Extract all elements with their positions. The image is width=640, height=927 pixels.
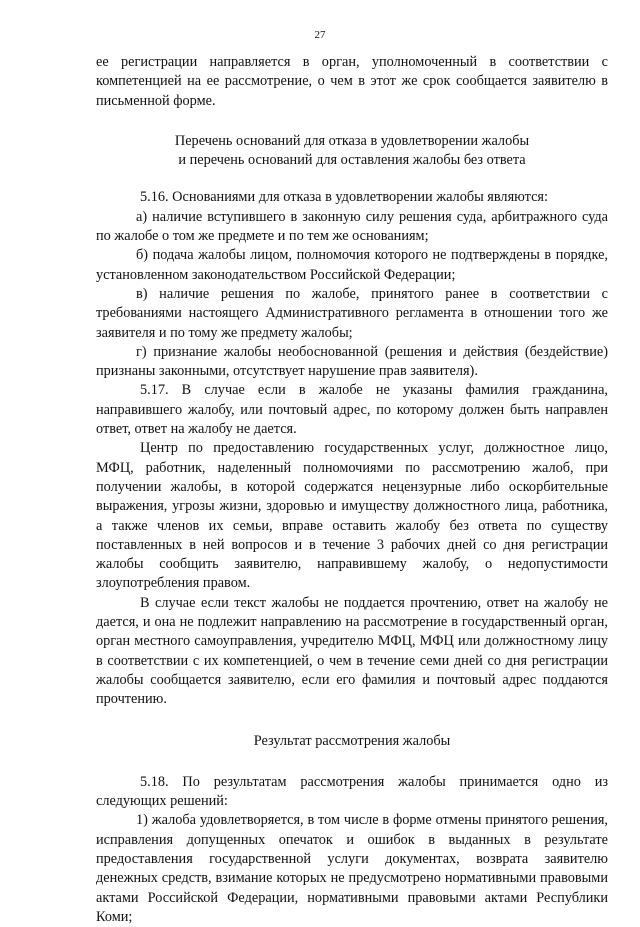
list-item-v: в) наличие решения по жалобе, принятого ранее в соответствии с требованиями настоящего Административного регламента в отношении того же заявителя и по тому же предмету жалобы; xyxy=(96,285,608,341)
section-heading-result: Результат рассмотрения жалобы xyxy=(253,732,451,749)
list-item-g: г) признание жалобы необоснованной (решения и действия (бездействие) признаны законными, отсутствует нарушение прав заявителя). xyxy=(96,343,608,380)
paragraph-unreadable-complaints: В случае если текст жалобы не поддается прочтению, ответ на жалобу не дается, и она не подлежит направлению на рассмотрение в государственный орган, орган местного самоуправления, учредителю МФЦ, МФЦ или должностному лицу в соответствии с их компетенцией, о чем в течение семи дней со дня регистрации жалобы сообщается заявителю, если его фамилия и почтовый адрес поддаются прочтению. xyxy=(96,594,608,708)
document-body xyxy=(96,53,608,927)
section-heading-refusal-line-2: и перечень оснований для оставления жалобы без ответа xyxy=(178,152,526,169)
paragraph-5-16: 5.16. Основаниями для отказа в удовлетворении жалобы являются: xyxy=(140,189,548,206)
section-heading-refusal-line-1: Перечень оснований для отказа в удовлетворении жалобы xyxy=(174,132,530,149)
paragraph-continuation: ее регистрации направляется в орган, уполномоченный в соответствии с компетенцией на ее рассмотрение, о чем в этот же срок сообщается заявителю в письменной форме. xyxy=(96,54,608,109)
paragraph-obscene-complaints: Центр по предоставлению государственных услуг, должностное лицо, МФЦ, работник, наделенный полномочиями по рассмотрению жалоб, при получении жалобы, в которой содержатся нецензурные либо оскорбительные выражения, угрозы жизни, здоровью и имуществу должностного лица, работника, а также членов их семьи, вправе оставить жалобу без ответа по существу поставленных в ней вопросов и в течение 3 рабочих дней со дня регистрации жалобы сообщить заявителю, направившему жалобу, о недопустимости злоупотребления правом. xyxy=(96,440,608,592)
page-number: 27 xyxy=(314,29,326,41)
paragraph-5-17: 5.17. В случае если в жалобе не указаны фамилия гражданина, направившего жалобу, или почтовый адрес, по которому должен быть направлен ответ, ответ на жалобу не дается. xyxy=(96,382,608,438)
list-item-1: 1) жалоба удовлетворяется, в том числе в форме отмены принятого решения, исправления допущенных опечаток и ошибок в выданных в результате предоставления государственной услуги документах, возврата заявителю денежных средств, взимание которых не предусмотрено нормативными правовыми актами Российской Федерации, нормативными правовыми актами Республики Коми; xyxy=(96,812,608,925)
paragraph-5-18: 5.18. По результатам рассмотрения жалобы принимается одно из следующих решений: xyxy=(96,773,608,810)
list-item-b: б) подача жалобы лицом, полномочия которого не подтверждены в порядке, установленном законодательством Российской Федерации; xyxy=(96,247,608,283)
list-item-a: а) наличие вступившего в законную силу решения суда, арбитражного суда по жалобе о том же предмете и по тем же основаниям; xyxy=(96,208,608,245)
